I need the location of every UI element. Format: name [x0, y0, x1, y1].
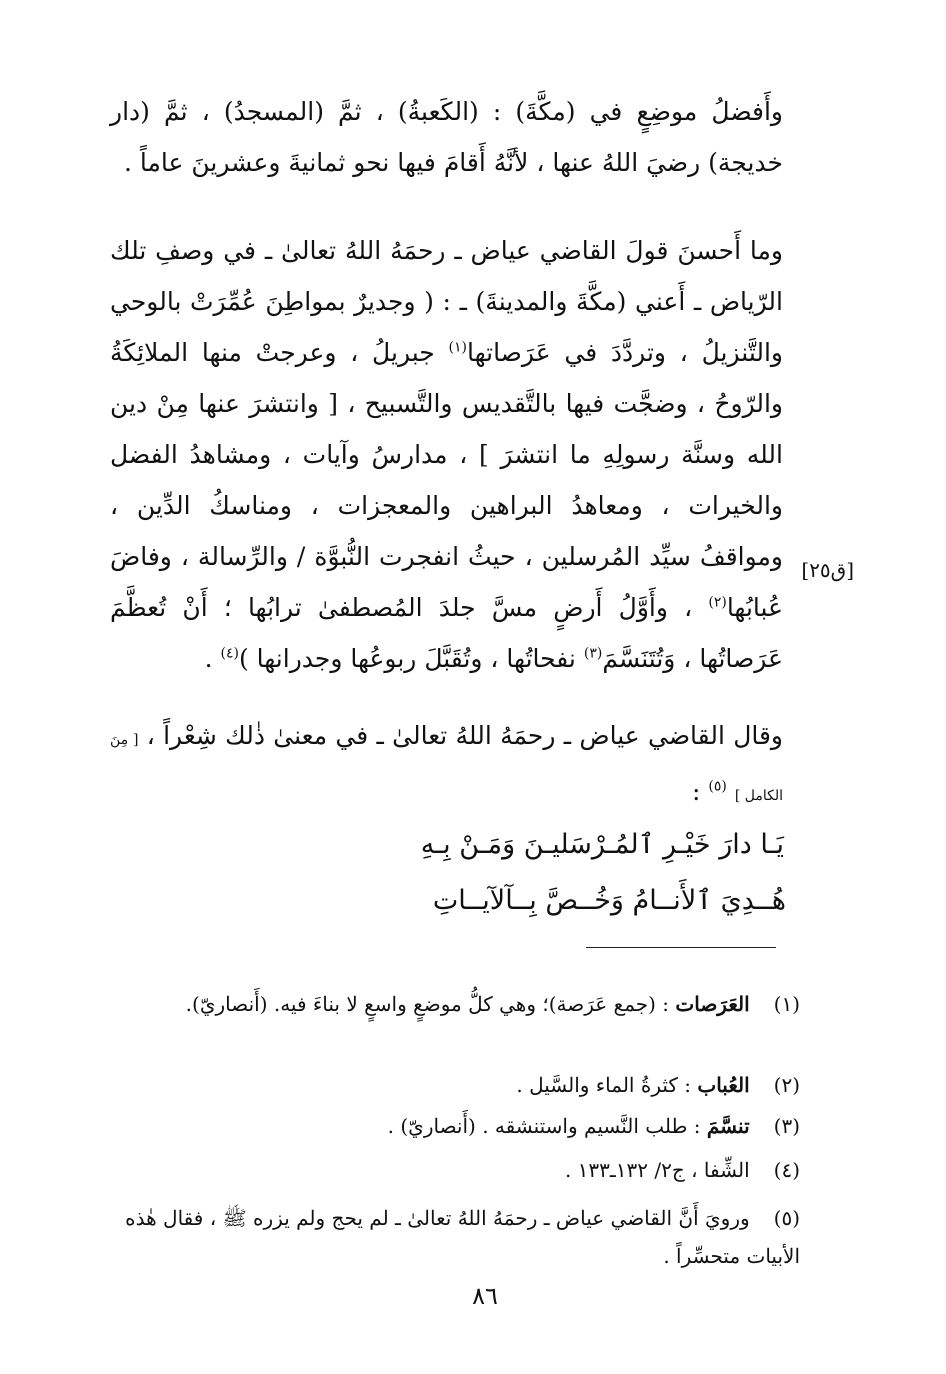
- page-number: ٨٦: [472, 1282, 498, 1310]
- footnote-3: [120, 1107, 800, 1145]
- footnote-ref-5: (٥): [708, 778, 727, 795]
- footnote-separator: [586, 947, 776, 948]
- footnote-text: الشِّفا ، ج٢/ ١٣٢ـ١٣٣ .: [564, 1158, 750, 1182]
- footnote-number: (٥): [773, 1206, 800, 1230]
- paragraph-3: [110, 710, 783, 822]
- paragraph-1: وأَفضلُ موضِعٍ في (مكَّةَ) : (الكَعبةُ) ، ثمَّ (المسجدُ) ، ثمَّ (دار خديجة) رضيَ اللهُ عنها ، لأنَّهُ أَقامَ فيها نحو ثمانيةَ وعشرينَ عاماً .: [110, 97, 783, 177]
- footnote-2: [120, 1066, 800, 1104]
- footnote-number: (١): [773, 992, 800, 1016]
- footnote-1: [120, 985, 800, 1023]
- footnote-ref-1: (١): [448, 339, 467, 356]
- footnote-term: العَرَصات: [675, 992, 750, 1016]
- verse-line-2: هُــدِيَ ٱلأَنــامُ وَخُــصَّ بِــآلآيــاتِ: [432, 885, 786, 916]
- footnote-5: [120, 1199, 800, 1275]
- footnote-term: العُباب: [697, 1073, 750, 1097]
- paragraph-2-part-e: .: [204, 644, 221, 673]
- footnote-ref-2: (٢): [708, 594, 727, 611]
- footnote-number: (٤): [773, 1158, 800, 1182]
- footnote-text: : (جمع عَرَصة)؛ وهي كلُّ موضعٍ واسعٍ لا بناءَ فيه. (أَنصاريّ).: [185, 992, 670, 1016]
- paragraph-2-part-a: وما أَحسنَ قولَ القاضي عياض ـ رحمَهُ اللهُ تعالىٰ ـ في وصفِ تلك الرّياض ـ أَعني (مكَّةَ والمدينةَ) ـ : ( وجديرٌ بمواطِنَ عُمِّرَتْ بالوحي والتَّنزيلُ ، وتردَّدَ في عَرَصاتها: [110, 236, 783, 367]
- footnote-number: (٣): [773, 1114, 800, 1138]
- meter-note: [ مِنَ الكامل ]: [110, 732, 783, 804]
- paragraph-3-tail: :: [692, 777, 709, 806]
- manuscript-folio-marker: [ق٢٥]: [801, 558, 854, 582]
- footnote-text: : كثرةُ الماء والسَّيل .: [516, 1073, 692, 1097]
- footnote-ref-4: (٤): [220, 645, 239, 662]
- footnote-4: [120, 1151, 800, 1189]
- paragraph-3-text: وقال القاضي عياض ـ رحمَهُ اللهُ تعالىٰ ـ في معنىٰ ذٰلك شِعْراً ،: [138, 721, 783, 750]
- paragraph-2: [110, 225, 783, 684]
- paragraph-2-part-b: جبريلُ ، وعرجتْ منها الملائِكَةُ والرّوحُ ، وضجَّت فيها بالتَّقديس والتَّسبيح ، [ وانتشرَ عنها مِنْ دين الله وسنَّة رسولِهِ ما انتشرَ ] ، مدارسُ وآيات ، ومشاهدُ الفضل والخيرات ، ومعاهدُ البراهين والمعجزات ، ومناسكُ الدِّين ، ومواقفُ سيِّد المُرسلين ، حيثُ انفجرت النُّبوَّة / والرِّسالة ، وفاضَ عُبابُها: [110, 338, 783, 622]
- footnote-ref-3: (٣): [583, 645, 603, 662]
- footnote-number: (٢): [773, 1073, 800, 1097]
- verse-line-1: يَـا دارَ خَيْـرِ ٱلمُـرْسَليـنَ وَمَـنْ بِـهِ: [420, 829, 784, 860]
- footnote-term: تنسَّمَ: [706, 1114, 750, 1138]
- footnote-text: : طلب النَّسيم واستنشقه . (أَنصاريّ) .: [387, 1114, 701, 1138]
- paragraph-2-part-d: نفحاتُها ، وتُقَبَّلَ ربوعُها وجدرانها ): [238, 644, 584, 673]
- paragraph-2-part-c: ، وأَوَّلُ أَرضٍ مسَّ جلدَ المُصطفىٰ ترابُها ؛ أَنْ تُعظَّمَ عَرَصاتُها ، وَتُتَنَسَّمَ: [110, 593, 783, 673]
- footnote-text: ورويَ أَنَّ القاضي عياض ـ رحمَهُ اللهُ تعالىٰ ـ لم يحج ولم يزره ﷺ ، فقال هٰذه الأبيات متحسِّراً .: [125, 1206, 800, 1268]
